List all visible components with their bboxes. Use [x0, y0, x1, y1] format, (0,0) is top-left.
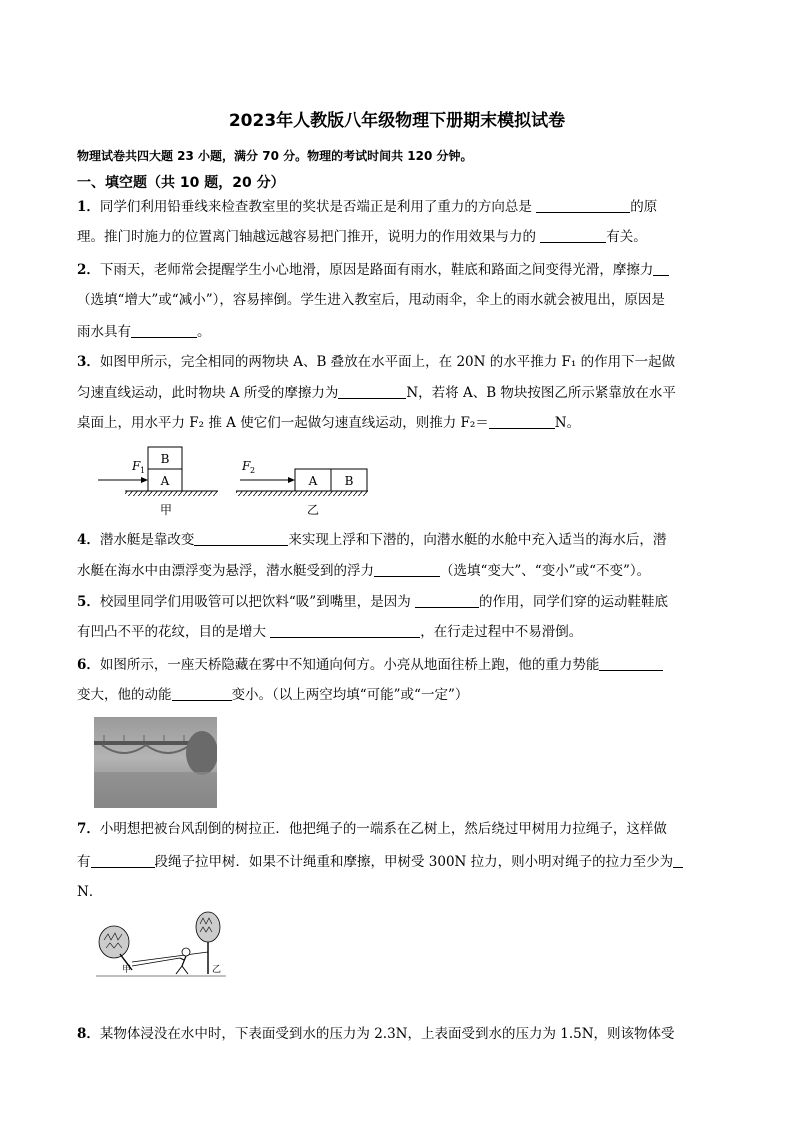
answer-blank[interactable]: [536, 198, 630, 213]
question-1-line-2: [77, 228, 647, 246]
question-4-line-1: [77, 531, 666, 549]
question-text: 变大，他的动能: [77, 687, 172, 703]
question-number: 4．: [77, 532, 100, 548]
answer-blank[interactable]: [338, 384, 406, 399]
answer-blank[interactable]: [415, 593, 479, 608]
answer-blank[interactable]: [673, 853, 683, 868]
question-text: 同学们利用铅垂线来检查教室里的奖状是否端正是利用了重力的方向总是: [99, 199, 532, 215]
answer-blank[interactable]: [489, 414, 555, 429]
question-text: 的作用，同学们穿的运动鞋鞋底: [479, 594, 669, 610]
question-text: 匀速直线运动，此时物块 A 所受的摩擦力为: [77, 385, 339, 401]
question-text: 校园里同学们用吸管可以把饮料“吸”到嘴里，是因为: [99, 594, 411, 610]
question-text: 理。推门时施力的位置离门轴越远越容易把门推开，说明力的作用效果与力的: [77, 229, 536, 245]
question-3-line-1: [77, 353, 675, 371]
question-2-line-2: [77, 291, 665, 309]
question-4-line-2: [77, 562, 650, 580]
ground-hatch: [236, 491, 368, 496]
figure-jia-label: 甲: [159, 503, 173, 517]
question-2-line-1: [77, 261, 669, 279]
blocks-figure: [90, 440, 400, 520]
force-f1-label: F: [132, 459, 141, 473]
answer-blank[interactable]: [653, 261, 669, 276]
force-f2-sub: 2: [250, 466, 256, 475]
question-text: 有: [77, 854, 91, 870]
exam-intro: 物理试卷共四大题 23 小题，满分 70 分。物理的考试时间共 120 分钟。: [77, 149, 473, 163]
question-5-line-1: [77, 593, 668, 611]
force-f2-label: F: [242, 459, 251, 473]
question-7-line-2: [77, 853, 683, 871]
question-7-line-3: [77, 883, 102, 901]
question-1-line-1: [77, 198, 657, 216]
arrow-head: [288, 477, 295, 483]
question-text: 。: [197, 324, 211, 340]
figure-yi-label: 乙: [306, 503, 320, 517]
block-a-label: A: [308, 474, 318, 488]
question-6-line-2: [77, 686, 468, 704]
tree-jia-label: 甲: [122, 965, 132, 975]
question-5-line-2: [77, 623, 582, 641]
question-text: 来实现上浮和下潜的，向潜水艇的水舱中充入适当的海水后，潜: [288, 532, 667, 548]
question-3-line-3: [77, 414, 580, 432]
question-6-line-1: [77, 656, 663, 674]
foggy-bridge-photo: [94, 717, 217, 808]
ground-hatch: [125, 491, 218, 496]
question-text: 小明想把被台风刮倒的树拉正．他把绳子的一端系在乙树上，然后绕过甲树用力拉绳子，这样做: [99, 821, 667, 837]
block-a-label: A: [160, 474, 170, 488]
question-text: 段绳子拉甲树．如果不计绳重和摩擦，甲树受 300N 拉力，则小明对绳子的拉力至少为: [154, 854, 674, 870]
question-text: 某物体浸没在水中时，下表面受到水的压力为 2.3N，上表面受到水的压力为 1.5N，则该物体受: [99, 1026, 675, 1042]
question-text: 桌面上，用水平力 F₂ 推 A 使它们一起做匀速直线运动，则推力 F₂＝: [77, 415, 489, 431]
question-text: 潜水艇是靠改变: [99, 532, 195, 548]
force-f1-sub: 1: [140, 466, 146, 475]
question-text: N，若将 A、B 物块按图乙所示紧靠放在水平: [406, 385, 676, 401]
question-2-line-3: [77, 323, 211, 341]
block-b-label: B: [344, 474, 354, 488]
answer-blank[interactable]: [599, 656, 663, 671]
question-text: ，在行走过程中不易滑倒。: [420, 624, 583, 640]
question-text: N．: [77, 884, 103, 900]
question-7-line-1: [77, 820, 667, 838]
tree-jia: [99, 926, 132, 970]
person-pulling: [176, 948, 190, 974]
figure-yi: [236, 459, 368, 517]
question-text: 下雨天，老师常会提醒学生小心地滑，原因是路面有雨水，鞋底和路面之间变得光滑，摩擦力: [99, 262, 654, 278]
question-text: （选填“变大”、“变小”或“不变”）。: [440, 563, 651, 579]
figure-jia: [98, 447, 218, 517]
question-text: 雨水具有: [77, 324, 131, 340]
question-number: 7．: [77, 821, 100, 837]
question-number: 2．: [77, 262, 100, 278]
question-text: 如图甲所示，完全相同的两物块 A、B 叠放在水平面上，在 20N 的水平推力 F₁ 的作用下一起做: [99, 354, 676, 370]
question-number: 8．: [77, 1026, 100, 1042]
answer-blank[interactable]: [131, 323, 197, 338]
question-text: 有关。: [606, 229, 647, 245]
question-text: 的原: [630, 199, 658, 215]
question-8-line-1: [77, 1025, 675, 1043]
tree-rope-figure: [96, 910, 226, 982]
question-number: 6．: [77, 657, 100, 673]
question-text: 如图所示，一座天桥隐藏在雾中不知通向何方。小亮从地面往桥上跑，他的重力势能: [99, 657, 600, 673]
question-number: 1．: [77, 199, 100, 215]
page-title: 2023年人教版八年级物理下册期末模拟试卷: [228, 111, 566, 131]
answer-blank[interactable]: [91, 853, 155, 868]
answer-blank[interactable]: [194, 531, 288, 546]
question-text: 有凹凸不平的花纹，目的是增大: [77, 624, 266, 640]
section-heading: 一、填空题（共 10 题，20 分）: [77, 175, 285, 191]
answer-blank[interactable]: [172, 686, 232, 701]
question-text: 水艇在海水中由漂浮变为悬浮，潜水艇受到的浮力: [77, 563, 374, 579]
question-3-line-2: [77, 384, 676, 402]
answer-blank[interactable]: [270, 623, 420, 638]
answer-blank[interactable]: [540, 228, 606, 243]
question-number: 3．: [77, 354, 100, 370]
question-text: （选填“增大”或“减小”），容易摔倒。学生进入教室后，甩动雨伞，伞上的雨水就会被甩出，原因是: [77, 292, 665, 308]
rope: [132, 952, 208, 966]
block-b-label: B: [160, 452, 170, 466]
tree-yi-label: 乙: [212, 965, 222, 975]
answer-blank[interactable]: [374, 562, 440, 577]
question-text: 变小。（以上两空均填“可能”或“一定”）: [231, 687, 469, 703]
question-number: 5．: [77, 594, 100, 610]
question-text: N。: [554, 415, 581, 431]
arrow-head: [141, 477, 148, 483]
